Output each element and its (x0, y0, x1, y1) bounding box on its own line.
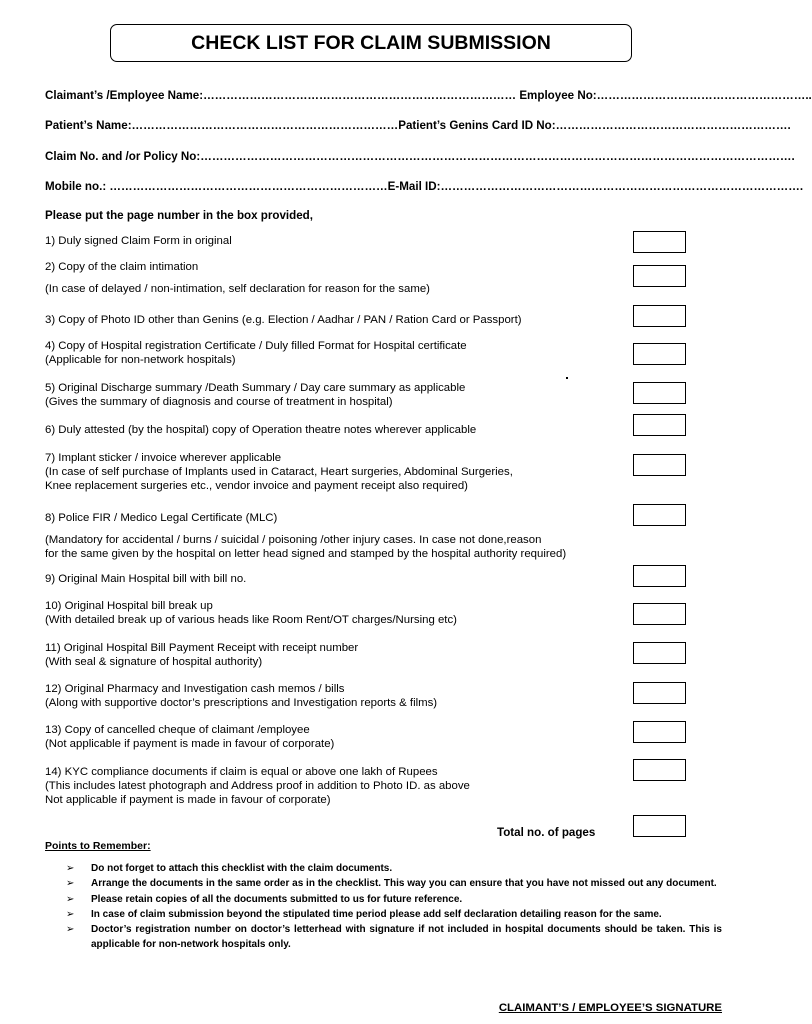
checklist-item-line: Knee replacement surgeries etc., vendor invoice and payment receipt also required) (45, 480, 468, 492)
checklist-item-line: (Along with supportive doctor’s prescriptions and Investigation reports & films) (45, 697, 438, 709)
checklist-item-4 (45, 339, 630, 367)
checklist-item-line: 2) Copy of the claim intimation (45, 261, 199, 273)
page-number-box-10[interactable] (633, 603, 686, 625)
checklist-item-line: 8) Police FIR / Medico Legal Certificate (MLC) (45, 512, 278, 524)
arrow-bullet-icon: ➢ (66, 924, 75, 936)
checklist-item-line: (With detailed break up of various heads like Room Rent/OT charges/Nursing etc) (45, 614, 457, 626)
arrow-bullet-icon: ➢ (66, 893, 75, 905)
checklist-item-line: 12) Original Pharmacy and Investigation cash memos / bills (45, 683, 345, 695)
checklist-item-2 (45, 260, 630, 296)
patient-card-field[interactable]: Patient’s Name:……………………………………………………………Patient’s Genins Card ID No:……………………………………………………. (45, 119, 791, 132)
checklist-item-line: 14) KYC compliance documents if claim is equal or above one lakh of Rupees (45, 766, 438, 778)
checklist-item-line: 1) Duly signed Claim Form in original (45, 235, 232, 247)
page-title: CHECK LIST FOR CLAIM SUBMISSION (110, 24, 632, 62)
page-number-box-8[interactable] (633, 504, 686, 526)
checklist-item-line: (Mandatory for accidental / burns / suicidal / poisoning /other injury cases. In case not done,reason (45, 534, 542, 546)
points-title: Points to Remember: (45, 840, 151, 852)
arrow-bullet-icon: ➢ (66, 863, 75, 874)
checklist-item-line: (This includes latest photograph and Address proof in addition to Photo ID. as above (45, 780, 470, 792)
page-number-box-13[interactable] (633, 721, 686, 743)
reminder-point (66, 876, 722, 891)
page-number-box-9[interactable] (633, 565, 686, 587)
page-number-box-14[interactable] (633, 759, 686, 781)
claimant-employee-field[interactable]: Claimant’s /Employee Name:……………………………………………………………………… Employee No:……………………………………………….. (45, 89, 812, 102)
page-number-box-6[interactable] (633, 414, 686, 436)
page-number-box-1[interactable] (633, 231, 686, 253)
page-number-box-5[interactable] (633, 382, 686, 404)
page-number-box-3[interactable] (633, 305, 686, 327)
reminder-point (66, 892, 722, 907)
reminder-point (66, 861, 722, 876)
checklist-item-7 (45, 451, 630, 493)
reminder-text: Please retain copies of all the documents submitted to us for future reference. (91, 893, 463, 905)
checklist-item-10 (45, 599, 630, 627)
page-number-box-12[interactable] (633, 682, 686, 704)
reminder-text: Arrange the documents in the same order as in the checklist. This way you can ensure that you have not missed out any document. (91, 878, 717, 890)
mobile-email-field[interactable]: Mobile no.: ………………………………………………………………E-Mail ID:…………………………………………………………………………………. (45, 180, 804, 193)
reminder-point (66, 907, 722, 922)
signature-label: CLAIMANT’S / EMPLOYEE’S SIGNATURE (498, 1002, 722, 1014)
total-pages-label: Total no. of pages (497, 826, 596, 839)
checklist-item-line: (In case of self purchase of Implants used in Cataract, Heart surgeries, Abdominal Surgeries, (45, 466, 513, 478)
checklist-item-line: (With seal & signature of hospital authority) (45, 656, 263, 668)
checklist-item-14 (45, 765, 630, 807)
claim-policy-field[interactable]: Claim No. and /or Policy No:………………………………………………………………………………………………………………………………………. (45, 150, 795, 163)
checklist-item-line: 11) Original Hospital Bill Payment Receipt with receipt number (45, 642, 359, 654)
checklist-item-line: 10) Original Hospital bill break up (45, 600, 213, 612)
checklist-item-13 (45, 723, 630, 751)
checklist-item-line: 7) Implant sticker / invoice wherever applicable (45, 452, 282, 464)
checklist-item-5 (45, 381, 630, 409)
checklist-item-6 (45, 423, 630, 437)
checklist-item-line: (In case of delayed / non-intimation, self declaration for reason for the same) (45, 283, 430, 295)
reminder-text: In case of claim submission beyond the stipulated time period please add self declaration detailing reason for the same. (91, 908, 662, 920)
points-list (66, 861, 722, 953)
checklist-item-line: 3) Copy of Photo ID other than Genins (e.g. Election / Aadhar / PAN / Ration Card or Passport) (45, 314, 522, 326)
checklist-item-11 (45, 641, 630, 669)
checklist-item-3 (45, 313, 630, 327)
page-number-box-7[interactable] (633, 454, 686, 476)
arrow-bullet-icon: ➢ (66, 908, 75, 920)
page-number-box-11[interactable] (633, 642, 686, 664)
checklist-item-line: 9) Original Main Hospital bill with bill no. (45, 573, 247, 585)
arrow-bullet-icon: ➢ (66, 878, 75, 890)
checklist-item-12 (45, 682, 630, 710)
total-pages-box[interactable] (633, 815, 686, 837)
reminder-text: Doctor’s registration number on doctor’s letterhead with signature if not included in hospital documents should be taken. This is applicable for non-network hospitals only. (91, 924, 722, 951)
reminder-text: Do not forget to attach this checklist with the claim documents. (91, 863, 393, 874)
checklist-item-line: 4) Copy of Hospital registration Certificate / Duly filled Format for Hospital certificate (45, 340, 467, 352)
stray-mark (566, 377, 568, 379)
checklist-item-line: (Applicable for non-network hospitals) (45, 354, 236, 366)
checklist-item-1 (45, 234, 630, 248)
page-number-box-2[interactable] (633, 265, 686, 287)
checklist-item-line: (Gives the summary of diagnosis and course of treatment in hospital) (45, 396, 393, 408)
reminder-point (66, 922, 722, 953)
checklist-item-line: for the same given by the hospital on letter head signed and stamped by the hospital authority required) (45, 548, 567, 560)
checklist-item-line: 13) Copy of cancelled cheque of claimant /employee (45, 724, 310, 736)
checklist-item-line: 6) Duly attested (by the hospital) copy of Operation theatre notes wherever applicable (45, 424, 477, 436)
checklist-item-9 (45, 572, 630, 586)
checklist-item-8 (45, 511, 630, 561)
checklist-item-line: Not applicable if payment is made in favour of corporate) (45, 794, 331, 806)
checklist-item-line: 5) Original Discharge summary /Death Summary / Day care summary as applicable (45, 382, 466, 394)
instruction-text: Please put the page number in the box provided, (45, 209, 313, 222)
checklist-item-line: (Not applicable if payment is made in favour of corporate) (45, 738, 335, 750)
page-number-box-4[interactable] (633, 343, 686, 365)
